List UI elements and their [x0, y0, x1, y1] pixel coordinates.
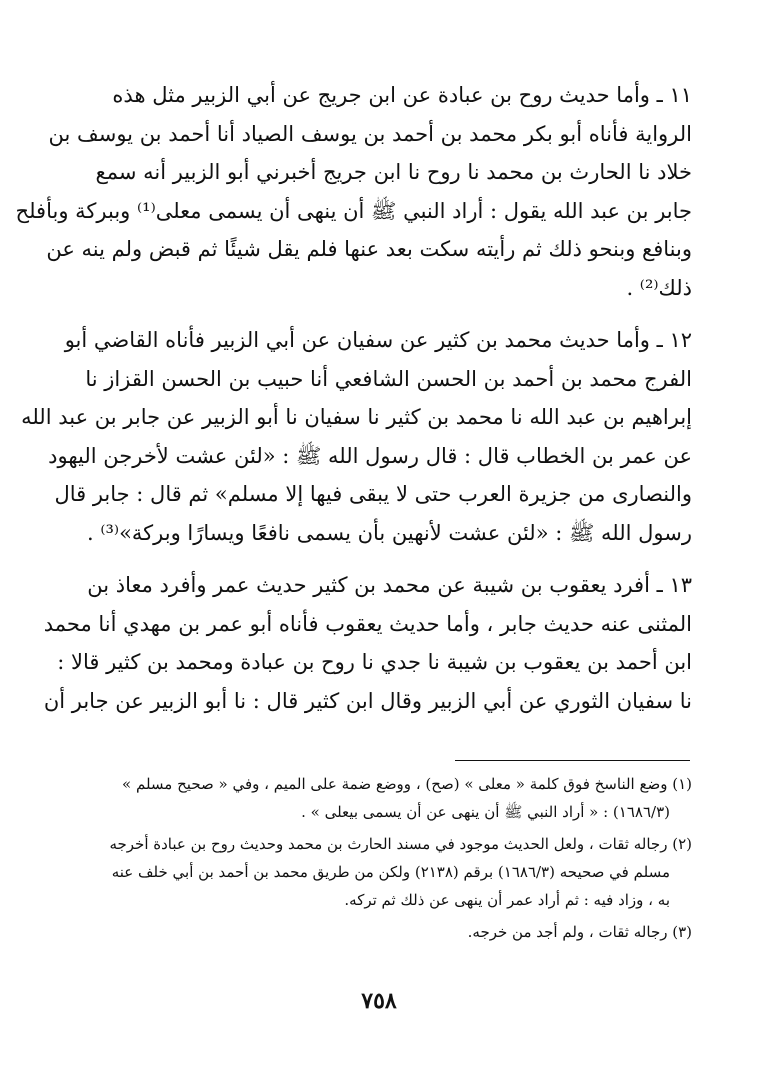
footnote-divider [455, 760, 690, 761]
text-line: الفرج محمد بن أحمد بن الحسن الشافعي أنا حبيب بن الحسن القزاز نا [85, 366, 692, 391]
text-line: ١١ ـ وأما حديث روح بن عبادة عن ابن جريج عن أبي الزبير مثل هذه [112, 83, 692, 107]
text-line: ١٣ ـ أفرد يعقوب بن شيبة عن محمد بن كثير حديث عمر وأفرد معاذ بن [87, 573, 692, 597]
paragraph-11 [15, 76, 692, 307]
text-line: نا سفيان الثوري عن أبي الزبير وقال ابن كثير قال : نا أبو الزبير عن جابر أن [43, 688, 692, 713]
footnote-line: به ، وزاد فيه : ثم أراد عمر أن ينهى عن ذلك ثم تركه. [344, 891, 670, 909]
page-number: ٧٥٨ [361, 988, 397, 1014]
text-line: وبنافع وبنحو ذلك ثم رأيته سكت بعد عنها فلم يقل شيئًا ثم قبض ولم ينه عن [46, 237, 692, 261]
paragraph-13 [43, 566, 692, 720]
footnote-line: (١) وضع الناسخ فوق كلمة « معلى » (صح) ، ووضع ضمة على الميم ، وفي « صحيح مسلم » [122, 775, 692, 793]
text-line: جابر بن عبد الله يقول : أراد النبي ﷺ أن ينهى أن يسمى معلى⁽¹⁾ وببركة وبأفلح [15, 198, 692, 223]
text-line: والنصارى من جزيرة العرب حتى لا يبقى فيها إلا مسلم» ثم قال : جابر قال [54, 482, 692, 506]
text-line: عن عمر بن الخطاب قال : قال رسول الله ﷺ : «لئن عشت لأخرجن اليهود [48, 443, 692, 468]
footnote-line: (٢) رجاله ثقات ، ولعل الحديث موجود في مسند الحارث بن محمد وحديث روح بن عبادة أخرجه [109, 835, 692, 853]
footnote-2 [72, 830, 692, 914]
text-line: إبراهيم بن عبد الله نا محمد بن كثير نا سفيان نا أبو الزبير عن جابر بن عبد الله [21, 405, 692, 429]
footnote-3 [72, 918, 692, 946]
text-line: خلاد نا الحارث بن محمد نا روح نا ابن جريج أخبرني أبو الزبير أنه سمع [95, 160, 692, 184]
main-text [15, 76, 692, 720]
footnotes [72, 770, 692, 950]
paragraph-12 [21, 321, 692, 552]
footnote-line: مسلم في صحيحه (١٦٨٦/٣) برقم (٢١٣٨) ولكن من طريق محمد بن أحمد بن أبي خلف عنه [111, 863, 670, 881]
text-line: ذلك⁽²⁾ . [626, 275, 692, 300]
footnote-line: (١٦٨٦/٣) : « أراد النبي ﷺ أن ينهى عن أن يسمى بيعلى » . [301, 803, 670, 821]
footnote-1 [72, 770, 692, 826]
footnote-line: (٣) رجاله ثقات ، ولم أجد من خرجه. [467, 923, 692, 941]
text-line: المثنى عنه حديث جابر ، وأما حديث يعقوب فأناه أبو عمر بن مهدي أنا محمد [43, 611, 692, 636]
text-line: ابن أحمد بن يعقوب بن شيبة نا جدي نا روح بن عبادة ومحمد بن كثير قالا : [57, 650, 692, 674]
text-line: ١٢ ـ وأما حديث محمد بن كثير عن سفيان عن أبي الزبير فأناه القاضي أبو [64, 328, 692, 352]
text-line: الرواية فأناه أبو بكر محمد بن أحمد بن يوسف الصياد أنا أحمد بن يوسف بن [48, 121, 692, 146]
text-line: رسول الله ﷺ : «لئن عشت لأنهين بأن يسمى نافعًا ويسارًا وبركة»⁽³⁾ . [86, 520, 692, 545]
